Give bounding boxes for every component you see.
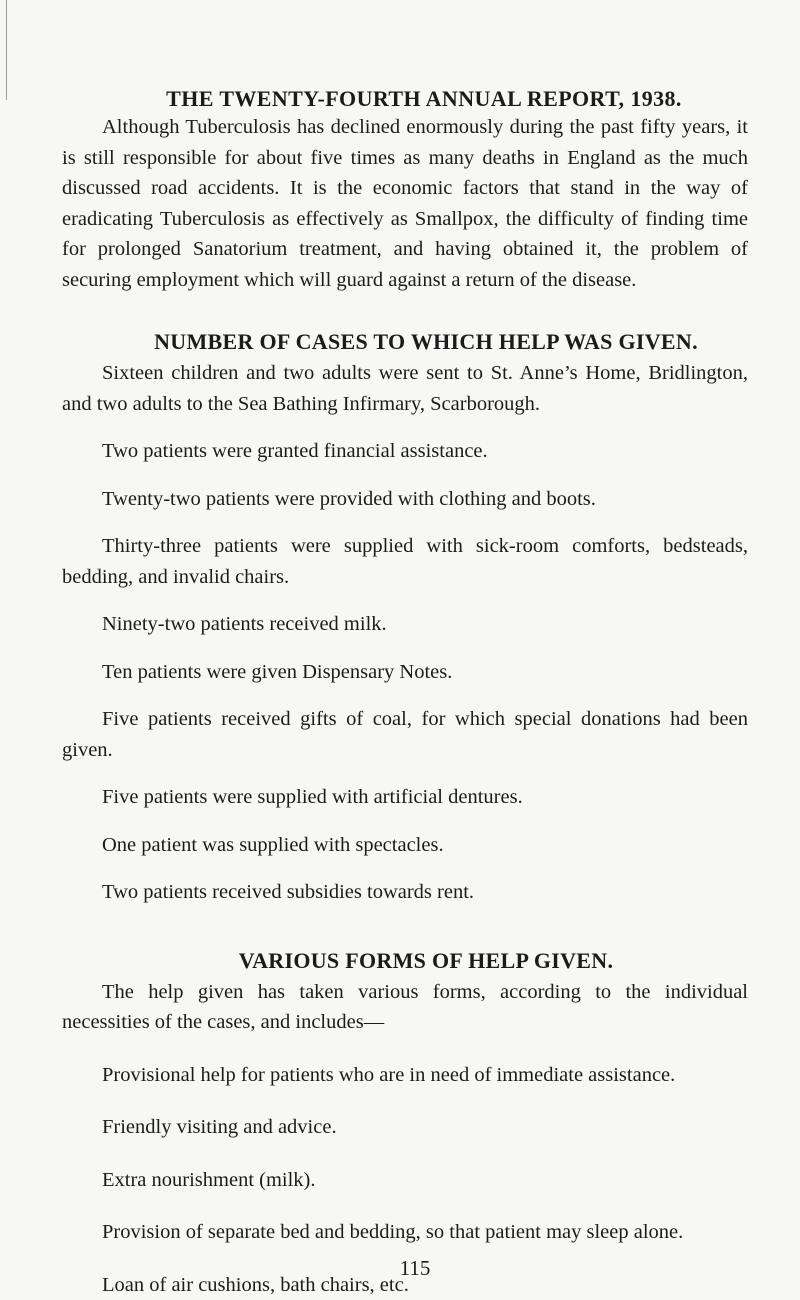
forms-list-item: Provision of separate bed and bedding, so that patient may sleep alone. bbox=[62, 1217, 748, 1248]
forms-list-item: Provisional help for patients who are in need of immediate assistance. bbox=[62, 1060, 748, 1091]
cases-list-item: Two patients received subsidies towards rent. bbox=[62, 877, 748, 908]
cases-list-item: Sixteen children and two adults were sent to St. Anne’s Home, Bridlington, and two adults to the Sea Bathing Infirmary, Scarborough. bbox=[62, 358, 748, 419]
forms-list-item: Friendly visiting and advice. bbox=[62, 1112, 748, 1143]
cases-list-item: Five patients received gifts of coal, for which special donations had been given. bbox=[62, 704, 748, 765]
forms-list-item: Extra nourishment (milk). bbox=[62, 1165, 748, 1196]
page-edge-line bbox=[6, 0, 7, 100]
page-content bbox=[62, 86, 748, 1300]
cases-list-item: Ninety-two patients received milk. bbox=[62, 609, 748, 640]
cases-list-item: One patient was supplied with spectacles. bbox=[62, 830, 748, 861]
page-number: 115 bbox=[0, 1256, 800, 1280]
forms-section-heading: VARIOUS FORMS OF HELP GIVEN. bbox=[62, 948, 748, 974]
page-title: THE TWENTY-FOURTH ANNUAL REPORT, 1938. bbox=[62, 86, 748, 112]
cases-list-item: Ten patients were given Dispensary Notes. bbox=[62, 657, 748, 688]
forms-intro-paragraph: The help given has taken various forms, according to the individual necessities of the cases, and includes— bbox=[62, 977, 748, 1038]
cases-list-item: Two patients were granted financial assistance. bbox=[62, 436, 748, 467]
cases-list bbox=[62, 358, 748, 908]
forms-list-item: Loan of air cushions, bath chairs, etc. bbox=[62, 1270, 748, 1300]
cases-list-item: Twenty-two patients were provided with clothing and boots. bbox=[62, 484, 748, 515]
cases-section-heading: NUMBER OF CASES TO WHICH HELP WAS GIVEN. bbox=[62, 329, 748, 355]
intro-paragraph: Although Tuberculosis has declined enormously during the past fifty years, it is still responsible for about five times as many deaths in England as the much discussed road accidents. It is the economic factors that stand in the way of eradicating Tuberculosis as effectively as Smallpox, the difficulty of finding time for prolonged Sanatorium treatment, and having obtained it, the problem of securing employment which will guard against a return of the disease. bbox=[62, 112, 748, 295]
cases-list-item: Five patients were supplied with artificial dentures. bbox=[62, 782, 748, 813]
cases-list-item: Thirty-three patients were supplied with sick-room comforts, bedsteads, bedding, and invalid chairs. bbox=[62, 531, 748, 592]
